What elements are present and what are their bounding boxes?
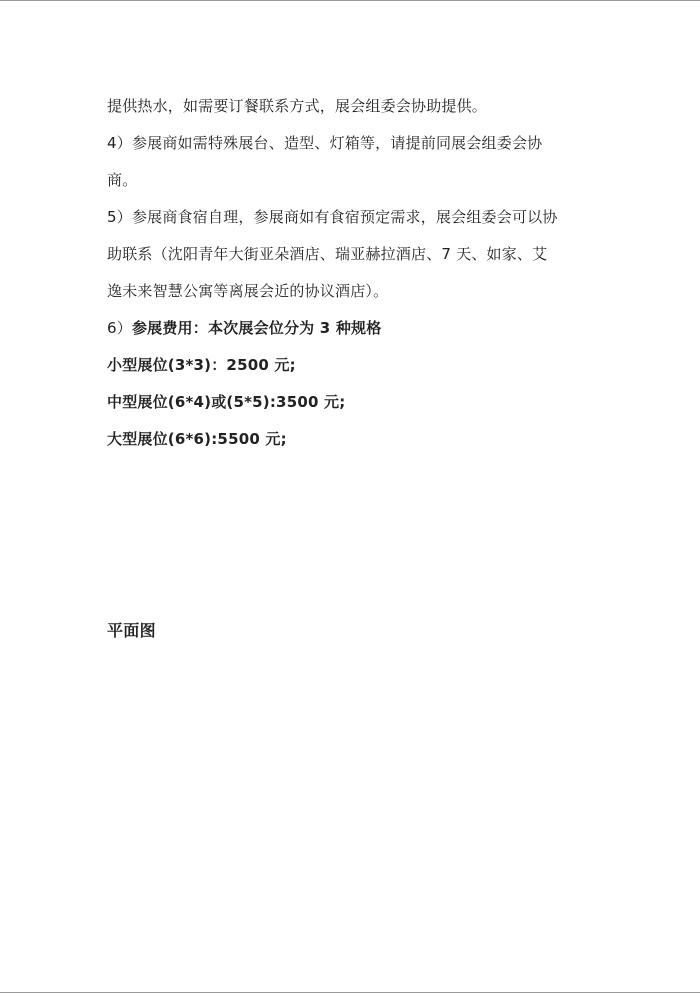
fee-heading-text: 参展费用：本次展会位分为 3 种规格 (131, 319, 382, 337)
fee-heading (107, 316, 607, 340)
fee-heading-number: 6） (107, 319, 132, 337)
text-line: 5）参展商食宿自理，参展商如有食宿预定需求，展会组委会可以协 (107, 208, 558, 226)
floor-plan-title: 平面图 (107, 621, 156, 640)
page-bottom-border (0, 992, 700, 993)
fee-small-booth: 小型展位(3*3)：2500 元; (107, 356, 296, 374)
text-line: 商。 (107, 171, 138, 189)
document-body (107, 94, 607, 464)
text-line: 逸未来智慧公寓等离展会近的协议酒店）。 (107, 282, 389, 300)
text-line: 4）参展商如需特殊展台、造型、灯箱等，请提前同展会组委会协 (107, 134, 543, 152)
fee-large-booth: 大型展位(6*6):5500 元; (107, 430, 287, 448)
page-top-border (0, 0, 700, 1)
fee-medium-booth: 中型展位(6*4)或(5*5):3500 元; (107, 393, 346, 411)
text-line: 提供热水，如需要订餐联系方式，展会组委会协助提供。 (107, 97, 488, 115)
text-line: 助联系（沈阳青年大街亚朵酒店、瑞亚赫拉酒店、7 天、如家、艾 (107, 245, 548, 263)
